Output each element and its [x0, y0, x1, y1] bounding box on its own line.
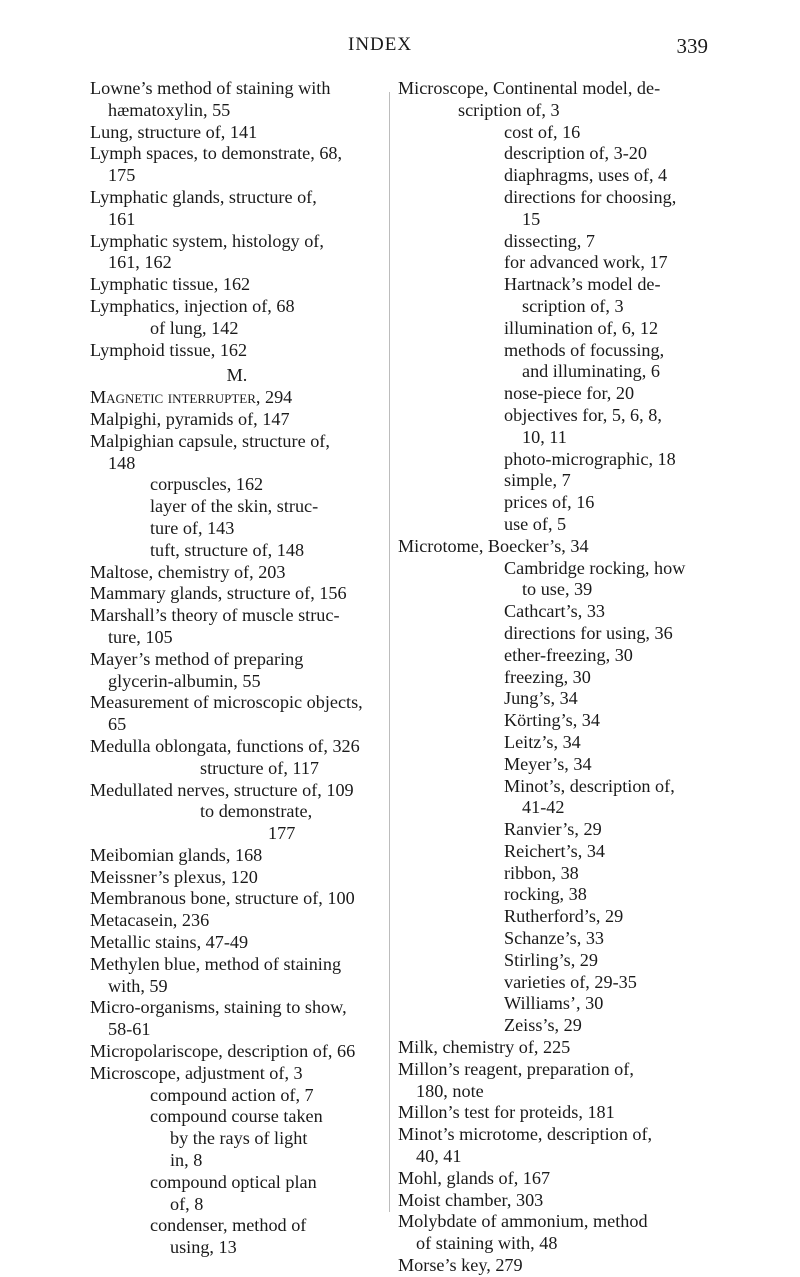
index-entry: Milk, chemistry of, 225 [398, 1037, 571, 1058]
index-entry: Schanze’s, 33 [504, 928, 605, 949]
index-entry: ture, 105 [108, 626, 173, 647]
index-entry: Magnetic interrupter, 294 [90, 387, 293, 408]
index-entry: Zeiss’s, 29 [504, 1015, 582, 1036]
index-entry: Medullated nerves, structure of, 109 [90, 779, 354, 800]
index-entry: Cathcart’s, 33 [504, 601, 606, 622]
page-number: 339 [676, 34, 708, 58]
index-entry: Lowne’s method of staining with [90, 78, 331, 98]
index-entry: Morse’s key, 279 [398, 1255, 523, 1276]
index-entry: Stirling’s, 29 [504, 949, 598, 970]
index-entry: Mohl, glands of, 167 [398, 1167, 551, 1188]
index-entry: 40, 41 [416, 1146, 462, 1167]
index-entry: corpuscles, 162 [150, 474, 264, 495]
index-entry: Medulla oblongata, functions of, 326 [90, 735, 360, 756]
index-entry: 58-61 [108, 1019, 151, 1040]
index-entry: Körting’s, 34 [504, 710, 600, 731]
index-entry: Ranvier’s, 29 [504, 819, 602, 840]
index-entry: 15 [522, 208, 541, 229]
index-entry: Metacasein, 236 [90, 910, 210, 931]
index-entry: Microscope, adjustment of, 3 [90, 1062, 303, 1083]
index-entry: Lymphatic system, histology of, [90, 230, 324, 251]
index-entry: Malpighi, pyramids of, 147 [90, 408, 290, 429]
index-entry: directions for choosing, [504, 186, 677, 207]
index-entry: Lymphatic glands, structure of, [90, 186, 317, 207]
index-entry: Lung, structure of, 141 [90, 121, 258, 142]
index-entry: 177 [268, 823, 296, 844]
index-entry: Lymphoid tissue, 162 [90, 339, 248, 360]
index-entry: Reichert’s, 34 [504, 840, 606, 861]
index-entry: Mammary glands, structure of, 156 [90, 583, 347, 604]
index-entry: 180, note [416, 1080, 484, 1101]
index-entry: Marshall’s theory of muscle struc- [90, 605, 340, 626]
index-column-right [398, 78, 714, 1277]
index-entry: Minot’s, description of, [504, 775, 675, 796]
index-entry: of staining with, 48 [416, 1233, 558, 1254]
index-entry: Leitz’s, 34 [504, 731, 581, 752]
index-entry: Lymph spaces, to demonstrate, 68, [90, 143, 343, 164]
index-entry: freezing, 30 [504, 666, 591, 687]
index-entry: scription of, 3 [458, 99, 560, 120]
index-entry: Molybdate of ammonium, method [398, 1211, 648, 1232]
index-entry: ether-freezing, 30 [504, 644, 633, 665]
index-entry: Lymphatic tissue, 162 [90, 274, 251, 295]
index-entry: Williams’, 30 [504, 993, 604, 1014]
index-entry: Meibomian glands, 168 [90, 844, 263, 865]
index-entry: using, 13 [170, 1237, 237, 1258]
index-entry: objectives for, 5, 6, 8, [504, 404, 662, 425]
index-entry: Methylen blue, method of staining [90, 953, 342, 974]
index-entry: Minot’s microtome, description of, [398, 1124, 653, 1145]
index-entry: illumination of, 6, 12 [504, 317, 659, 338]
index-entry: Hartnack’s model de- [504, 274, 661, 295]
index-entry: simple, 7 [504, 470, 571, 491]
index-entry: compound optical plan [150, 1171, 317, 1192]
index-column-left [90, 78, 384, 1259]
index-entry: ribbon, 38 [504, 862, 579, 883]
index-entry: Microscope, Continental model, de- [398, 78, 661, 98]
column-divider [389, 92, 390, 1212]
index-entry: description of, 3-20 [504, 143, 647, 164]
index-entry: to use, 39 [522, 579, 593, 600]
index-entry: Moist chamber, 303 [398, 1189, 544, 1210]
index-entry: Micro-organisms, staining to show, [90, 997, 347, 1018]
index-entry: 41-42 [522, 797, 565, 818]
index-entry: Jung’s, 34 [504, 688, 578, 709]
index-entry: scription of, 3 [522, 295, 624, 316]
index-entry: Millon’s test for proteids, 181 [398, 1102, 615, 1123]
index-entry: compound action of, 7 [150, 1084, 314, 1105]
index-entry: in, 8 [170, 1150, 203, 1171]
index-entry: methods of focussing, [504, 339, 665, 360]
index-entry: 148 [108, 452, 136, 473]
index-entry: 175 [108, 165, 136, 186]
index-entry: by the rays of light [170, 1128, 308, 1149]
index-entry: glycerin-albumin, 55 [108, 670, 261, 691]
index-entry: Lymphatics, injection of, 68 [90, 295, 295, 316]
index-entry: structure of, 117 [200, 757, 320, 778]
index-entry: diaphragms, uses of, 4 [504, 165, 668, 186]
index-entry: 65 [108, 714, 127, 735]
index-entry: Mayer’s method of preparing [90, 648, 304, 669]
running-title: INDEX [348, 34, 413, 55]
index-entry: Micropolariscope, description of, 66 [90, 1041, 356, 1062]
index-entry: Meissner’s plexus, 120 [90, 866, 258, 887]
index-entry: dissecting, 7 [504, 230, 595, 251]
index-entry: and illuminating, 6 [522, 361, 660, 382]
index-entry: Microtome, Boecker’s, 34 [398, 535, 589, 556]
index-entry: nose-piece for, 20 [504, 383, 635, 404]
index-entry: 161, 162 [108, 252, 172, 273]
index-entry: Malpighian capsule, structure of, [90, 430, 330, 451]
index-entry: Metallic stains, 47-49 [90, 932, 249, 953]
index-entry: to demonstrate, [200, 801, 313, 822]
index-entry: Millon’s reagent, preparation of, [398, 1058, 634, 1079]
index-entry: for advanced work, 17 [504, 252, 668, 273]
index-entry: Membranous bone, structure of, 100 [90, 888, 355, 909]
index-entry: photo-micrographic, 18 [504, 448, 676, 469]
index-entry: of lung, 142 [150, 317, 239, 338]
index-entry: prices of, 16 [504, 492, 595, 513]
index-entry: with, 59 [108, 975, 168, 996]
index-entry: 161 [108, 208, 136, 229]
index-entry: condenser, method of [150, 1215, 307, 1236]
index-entry: Meyer’s, 34 [504, 753, 592, 774]
index-entry: compound course taken [150, 1106, 323, 1127]
index-entry: rocking, 38 [504, 884, 587, 905]
index-entry: hæmatoxylin, 55 [108, 99, 231, 120]
index-entry: directions for using, 36 [504, 622, 673, 643]
index-entry: layer of the skin, struc- [150, 496, 319, 517]
index-entry: Rutherford’s, 29 [504, 906, 624, 927]
index-entry: Cambridge rocking, how [504, 557, 686, 578]
index-entry: ture of, 143 [150, 517, 235, 538]
index-entry: tuft, structure of, 148 [150, 539, 305, 560]
page-header [0, 34, 800, 64]
index-entry: use of, 5 [504, 513, 567, 534]
index-entry: cost of, 16 [504, 121, 581, 142]
index-entry: Measurement of microscopic objects, [90, 692, 363, 713]
section-letter: M. [226, 365, 248, 386]
index-entry: 10, 11 [522, 426, 567, 447]
index-entry: of, 8 [170, 1193, 204, 1214]
index-entry: Maltose, chemistry of, 203 [90, 561, 286, 582]
index-entry: varieties of, 29-35 [504, 971, 637, 992]
